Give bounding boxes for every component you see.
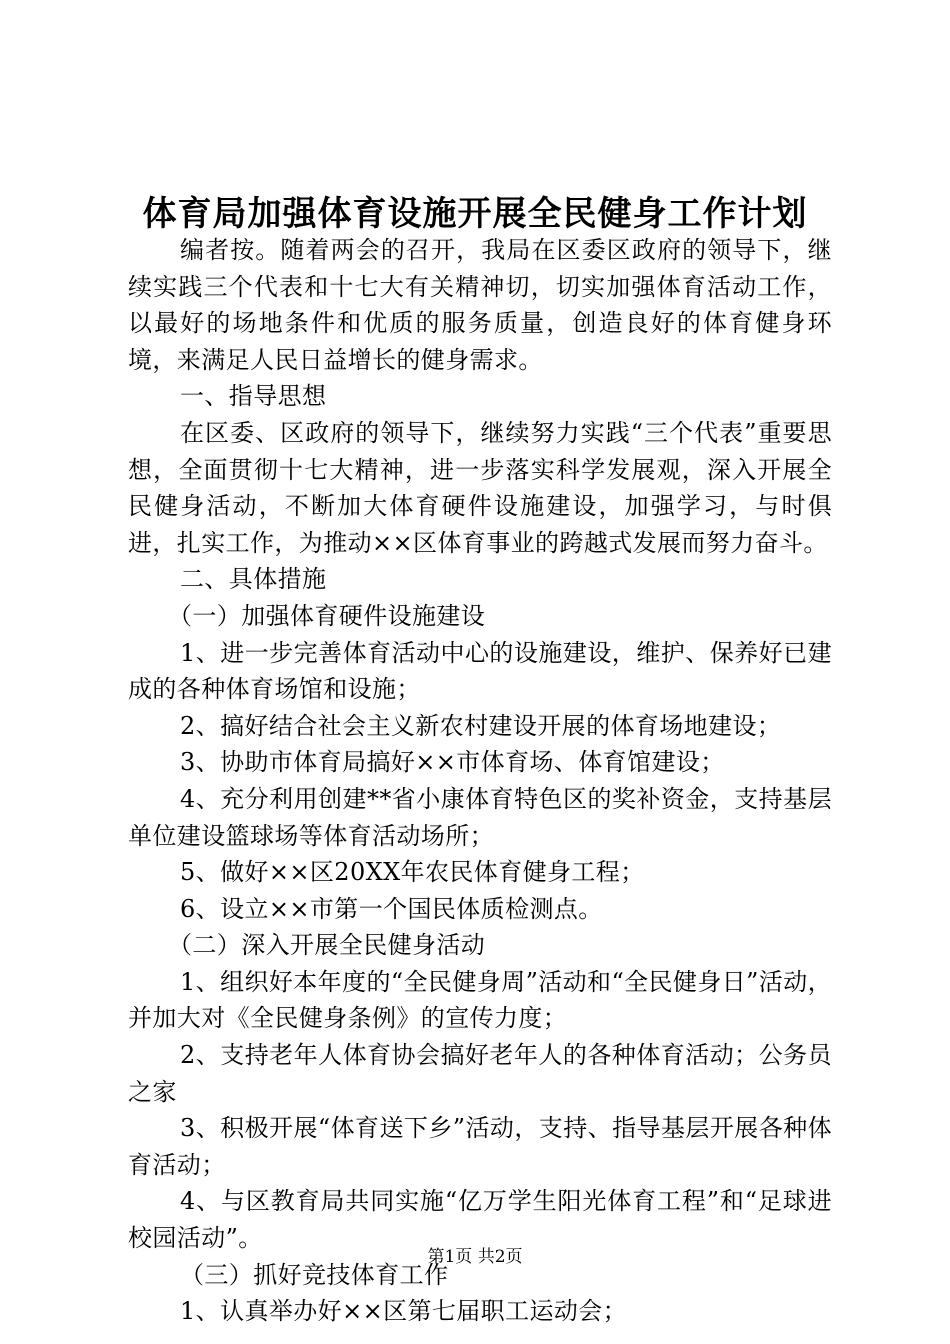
subheading-competitive-sports: （三）抓好竞技体育工作	[180, 1260, 449, 1289]
list-item: 3、积极开展“体育送下乡”活动，支持、指导基层开展各种体育活动；	[128, 1114, 832, 1179]
subheading-fitness-activities: （二）深入开展全民健身活动	[168, 931, 486, 960]
list-item: 4、充分利用创建**省小康体育特色区的奖补资金，支持基层单位建设篮球场等体育活动场所；	[128, 784, 832, 850]
paragraph-editor-note: 编者按。随着两会的召开，我局在区委区政府的领导下，继续实践三个代表和十七大有关精神切，切实加强体育活动工作，以最好的场地条件和优质的服务质量，创造良好的体育健身环境，来满足人民日益增长的健身需求。	[128, 236, 832, 374]
page-footer: 第1页 共2页	[427, 1247, 523, 1267]
list-item: 2、搞好结合社会主义新农村建设开展的体育场地建设；	[180, 711, 782, 740]
list-item: 3、协助市体育局搞好××市体育场、体育馆建设；	[180, 748, 725, 777]
list-item: 1、认真举办好××区第七届职工运动会；	[180, 1297, 628, 1326]
heading-measures: 二、具体措施	[180, 565, 327, 594]
list-item: 5、做好××区20XX年农民体育健身工程；	[180, 858, 645, 887]
list-item: 4、与区教育局共同实施“亿万学生阳光体育工程”和“足球进校园活动”。	[128, 1187, 832, 1253]
heading-guiding-thought: 一、指导思想	[180, 382, 327, 411]
document-title: 体育局加强体育设施开展全民健身工作计划	[142, 194, 808, 234]
document-body	[128, 232, 832, 1330]
list-item: 6、设立××市第一个国民体质检测点。	[180, 894, 603, 923]
subheading-facilities: （一）加强体育硬件设施建设	[168, 601, 486, 630]
list-item: 1、组织好本年度的“全民健身周”活动和“全民健身日”活动，并加大对《全民健身条例》的宣传力度；	[128, 967, 832, 1033]
list-item: 1、进一步完善体育活动中心的设施建设，维护、保养好已建成的各种体育场馆和设施；	[128, 638, 832, 704]
list-item: 2、支持老年人体育协会搞好老年人的各种体育活动；公务员之家	[128, 1041, 832, 1106]
paragraph-guiding-thought: 在区委、区政府的领导下，继续努力实践“三个代表”重要思想，全面贯彻十七大精神，进一步落实科学发展观，深入开展全民健身活动，不断加大体育硬件设施建设，加强学习，与时俱进，扎实工作，为推动××区体育事业的跨越式发展而努力奋斗。	[128, 418, 832, 557]
